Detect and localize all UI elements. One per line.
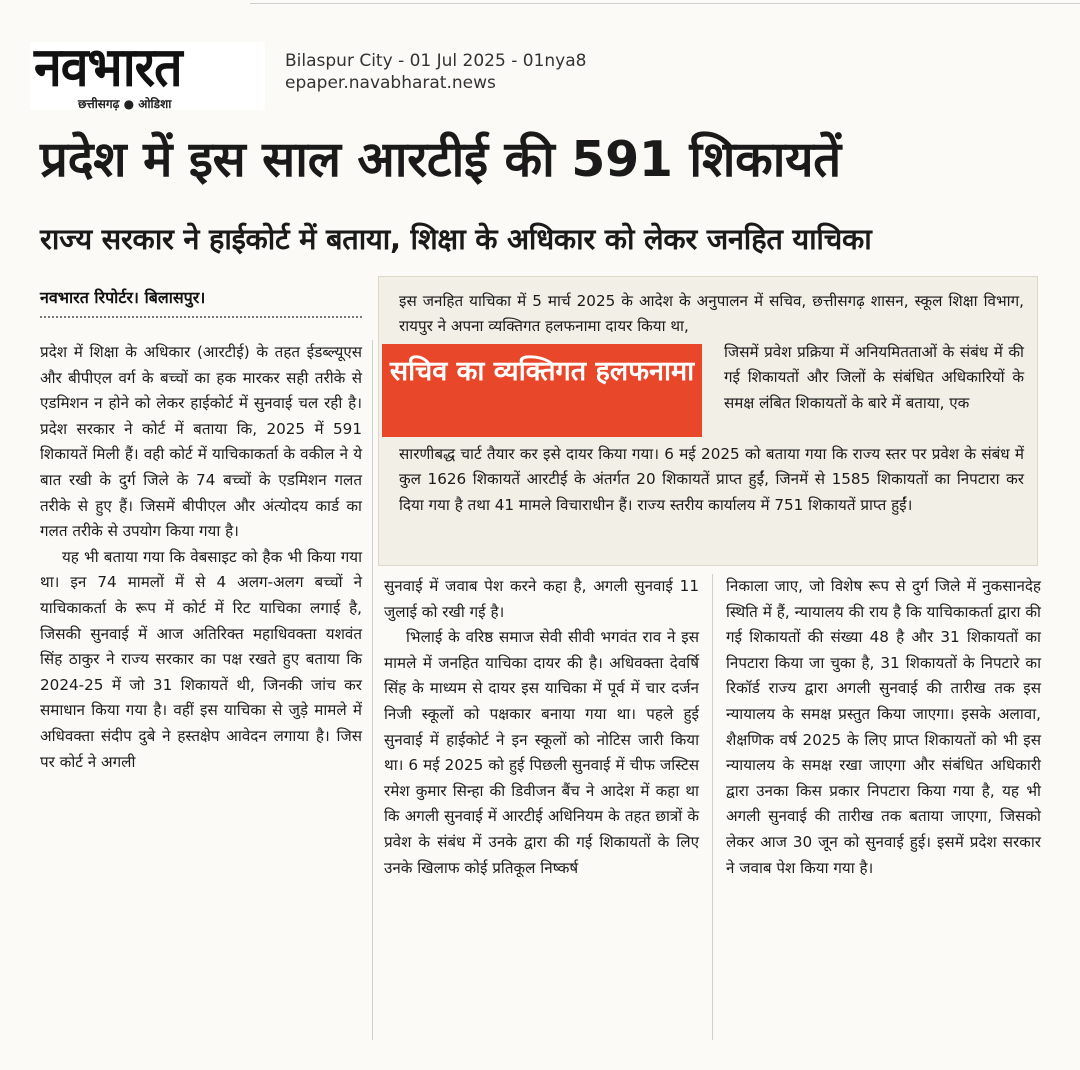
byline-divider: [40, 316, 362, 318]
headline: प्रदेश में इस साल आरटीई की 591 शिकायतें: [40, 131, 841, 188]
paragraph: निकाला जाए, जो विशेष रूप से दुर्ग जिले में नुकसानदेह स्थिति में हैं, न्यायालय की राय है कि याचिकाकर्ता द्वारा की गई शिकायतों की संख्या 48 है और 31 शिकायतों का निपटारा किया जा चुका है, 31 शिकायतों के निपटारे का रिकॉर्ड राज्य द्वारा अगली सुनवाई की तारीख तक इस न्यायालय के समक्ष प्रस्तुत किया जाएगा। इसके अलावा, शैक्षणिक वर्ष 2025 के लिए प्राप्त शिकायतों को भी इस न्यायालय के समक्ष रखा जाएगा और संबंधित अधिकारी द्वारा उनका किस प्रकार निपटारा किया गया है, यह भी अगली सुनवाई की तारीख तक बताया जाएगा, जिसको लेकर आज 30 जून को सुनवाई हुई। इसमें प्रदेश सरकार ने जवाब पेश किया गया है।: [726, 577, 1041, 877]
top-border: [250, 0, 1080, 4]
callout-banner: [382, 344, 702, 437]
article-column-2: [384, 574, 699, 881]
masthead-logo: [30, 35, 265, 111]
logo-subtitle: छत्तीसगढ़ ● ओडिशा: [78, 97, 172, 111]
edition-meta: [285, 50, 586, 94]
highlight-box: [378, 276, 1038, 566]
paragraph: यह भी बताया गया कि वेबसाइट को हैक भी किया गया था। इन 74 मामलों में से 4 अलग-अलग बच्चों ने याचिकाकर्ता के रूप में कोर्ट में रिट याचिका लगाई है, जिसकी सुनवाई में आज अतिरिक्त महाधिवक्ता यशवंत सिंह ठाकुर ने राज्य सरकार का पक्ष रखते हुए बताया कि 2024-25 में जो 31 शिकायतें थी, जिनकी जांच कर समाधान किया गया है। वहीं इस याचिका से जुड़े मामले में अधिवक्ता संदीप दुबे ने हस्तक्षेप आवेदन लगाया है। जिस पर कोर्ट ने अगली: [40, 547, 362, 771]
paragraph: प्रदेश में शिक्षा के अधिकार (आरटीई) के तहत ईडब्ल्यूएस और बीपीएल वर्ग के बच्चों का हक मारकर सही तरीके से एडमिशन न होने को लेकर हाईकोर्ट में सुनवाई चल रही है। प्रदेश सरकार ने कोर्ट में बताया कि, 2025 में 591 शिकायतें मिली हैं। वही कोर्ट में याचिकाकर्ता के वकील ने ये बात रखी के दुर्ग जिले के 74 बच्चों के एडमिशन गलत तरीके से हुए हैं। जिसमें बीपीएल और अंत्योदय कार्ड का गलत तरीके से उपयोग किया गया है।: [40, 343, 362, 541]
column-divider: [372, 340, 373, 1040]
column-divider: [712, 574, 713, 1040]
box-text-bottom: सारणीबद्ध चार्ट तैयार कर इसे दायर किया गया। 6 मई 2025 को बताया गया कि राज्य स्तर पर प्रवेश के संबंध में कुल 1626 शिकायतें आरटीई के अंतर्गत 20 शिकायतें प्राप्त हुईं, जिनमें से 1585 शिकायतों का निपटारा कर दिया गया है तथा 41 मामले विचाराधीन हैं। राज्य स्तरीय कार्यालय में 751 शिकायतें प्राप्त हुईं।: [399, 445, 1024, 514]
byline: नवभारत रिपोर्टर। बिलासपुर।: [40, 288, 206, 307]
edition-info: Bilaspur City - 01 Jul 2025 - 01nya8: [285, 51, 587, 71]
article-column-3: [726, 574, 1041, 881]
epaper-url: epaper.navabharat.news: [285, 73, 496, 93]
box-text-side: जिसमें प्रवेश प्रक्रिया में अनियमितताओं के संबंध में की गई शिकायतों और जिलों के संबंधित अधिकारियों के समक्ष लंबित शिकायतों के बारे में बताया, एक: [724, 343, 1024, 412]
logo-text: नवभारत: [34, 35, 182, 99]
article-column-1: [40, 340, 362, 775]
subheadline: राज्य सरकार ने हाईकोर्ट में बताया, शिक्षा के अधिकार को लेकर जनहित याचिका: [40, 222, 872, 256]
callout-text: सचिव का व्यक्तिगत हलफनामा: [389, 356, 695, 387]
paragraph: भिलाई के वरिष्ठ समाज सेवी सीवी भगवंत राव ने इस मामले में जनहित याचिका दायर की है। अधिवक्ता देवर्षि सिंह के माध्यम से दायर इस याचिका में पूर्व में चार दर्जन निजी स्कूलों को पक्षकार बनाया गया था। पहले हुई सुनवाई में हाईकोर्ट ने इन स्कूलों को नोटिस जारी किया था। 6 मई 2025 को हुई पिछली सुनवाई में चीफ जस्टिस रमेश कुमार सिन्हा की डिवीजन बैंच ने आदेश में कहा था कि अगली सुनवाई में आरटीई अधिनियम के तहत छात्रों के प्रवेश के संबंध में उनके द्वारा की गई शिकायतों के लिए उनके खिलाफ कोई प्रतिकूल निष्कर्ष: [384, 628, 699, 877]
box-text-top: इस जनहित याचिका में 5 मार्च 2025 के आदेश के अनुपालन में सचिव, छत्तीसगढ़ शासन, स्कूल शिक्षा विभाग, रायपुर ने अपना व्यक्तिगत हलफनामा दायर किया था,: [399, 292, 1024, 336]
paragraph: सुनवाई में जवाब पेश करने कहा है, अगली सुनवाई 11 जुलाई को रखी गई है।: [384, 577, 699, 621]
